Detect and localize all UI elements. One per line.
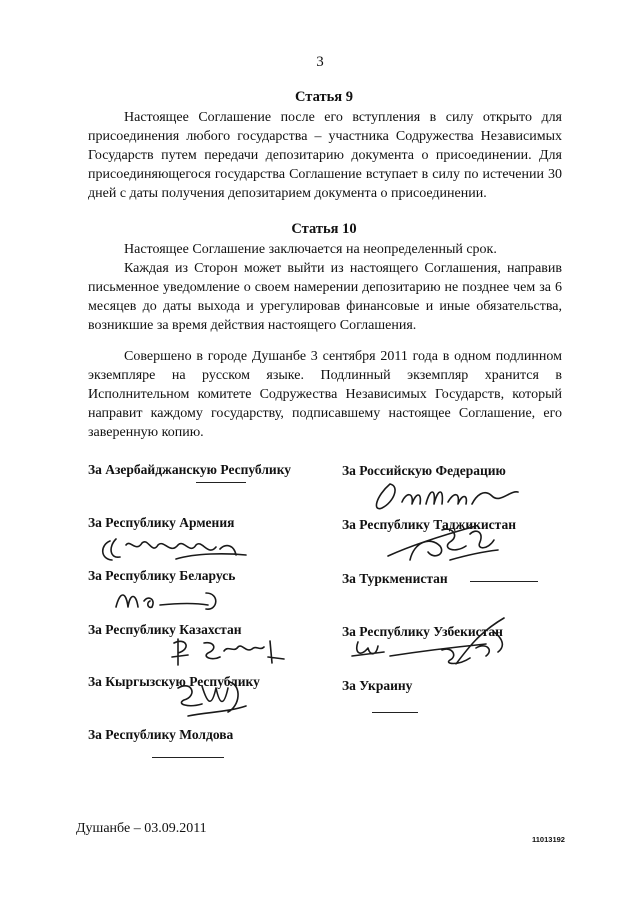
place-and-date: Душанбе – 03.09.2011: [76, 821, 207, 836]
signature-line: [470, 581, 538, 582]
signature-line: [196, 482, 246, 483]
article-10-paragraph-2: Каждая из Сторон может выйти из настоящего Соглашения, направив письменное уведомление о своем намерении депозитарию не позднее чем за 6 месяцев до даты выхода и урегулировав финансовые и иные обязательства, возникшие за время действия настоящего Соглашения.: [88, 261, 562, 333]
signature-uzbekistan: [346, 612, 526, 670]
article-9-title: Статья 9: [295, 89, 353, 105]
signatory-moldova: За Республику Молдова: [88, 727, 234, 742]
signatory-russia: За Российскую Федерацию: [342, 463, 506, 478]
signatory-azerbaijan: За Азербайджанскую Республику: [88, 462, 292, 477]
document-code: 11013192: [532, 835, 565, 844]
signature-line: [372, 712, 418, 713]
signature-line: [152, 757, 224, 758]
closing-paragraph: Совершено в городе Душанбе 3 сентября 2011 года в одном подлинном экземпляре на русском языке. Подлинный экземпляр хранится в Исполнительном комитете Содружества Независимых Государств, который направит каждому государству, подписавшему настоящее Соглашение, его заверенную копию.: [88, 349, 562, 440]
signature-kazakhstan: [168, 633, 298, 671]
signature-russia: [360, 478, 530, 516]
signatory-tajikistan: За Республику Таджикистан: [342, 517, 516, 532]
signature-belarus: [110, 585, 230, 615]
article-10-title: Статья 10: [291, 221, 357, 237]
signature-kyrgyzstan: [168, 676, 258, 722]
article-10-paragraph-1: Настоящее Соглашение заключается на неопределенный срок.: [124, 242, 497, 257]
signatory-turkmenistan: За Туркменистан: [342, 571, 448, 586]
article-9-text: Настоящее Соглашение после его вступления в силу открыто для присоединения любого государства – участника Содружества Независимых Государств путем передачи депозитарию документа о присоединении. Для присоединяющегося государства Соглашение вступает в силу по истечении 30 дней с даты получения депозитарием документа о присоединении.: [88, 110, 562, 201]
signatory-kazakhstan: За Республику Казахстан: [88, 622, 242, 637]
signature-armenia: [96, 533, 256, 567]
signatory-kyrgyzstan: За Кыргызскую Республику: [88, 674, 260, 689]
signatory-armenia: За Республику Армения: [88, 515, 235, 530]
signatory-ukraine: За Украину: [342, 678, 413, 693]
page-number: 3: [316, 54, 324, 70]
signature-tajikistan: [380, 516, 510, 566]
signatory-belarus: За Республику Беларусь: [88, 568, 236, 583]
signatory-uzbekistan: За Республику Узбекистан: [342, 624, 503, 639]
